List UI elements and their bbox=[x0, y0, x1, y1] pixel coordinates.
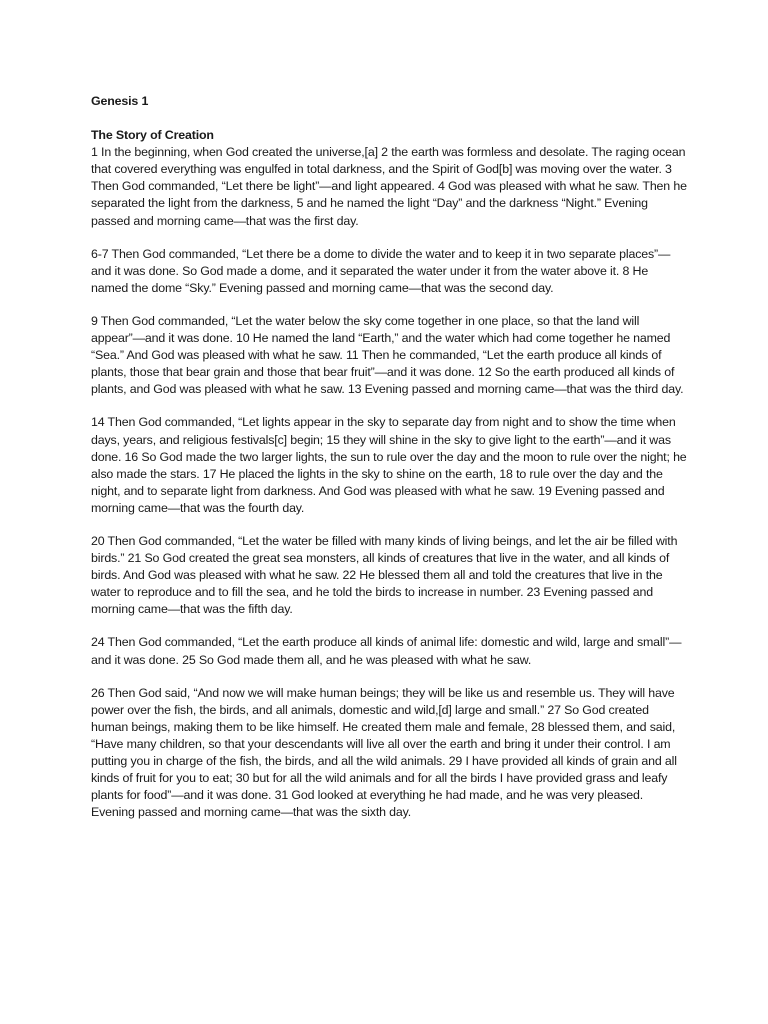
paragraph-day-2: 6-7 Then God commanded, “Let there be a dome to divide the water and to keep it in two separate places”—and it was done. So God made a dome, and it separated the water under it from the water above it. 8 He named the dome “Sky.” Evening passed and morning came—that was the second day. bbox=[91, 246, 671, 295]
paragraph-day-6-animals: 24 Then God commanded, “Let the earth produce all kinds of animal life: domestic and wild, large and small”—and it was done. 25 So God made them all, and he was pleased with what he saw. bbox=[91, 635, 682, 667]
paragraph-day-6-humans: 26 Then God said, “And now we will make human beings; they will be like us and resemble us. They will have power over the fish, the birds, and all animals, domestic and wild,[d] large and small.” 27 So God created human beings, making them to be like himself. He created them male and female, 28 blessed them, and said, “Have many children, so that your descendants will live all over the earth and bring it under their control. I am putting you in charge of the fish, the birds, and all the wild animals. 29 I have provided all kinds of grain and all kinds of fruit for you to eat; 30 but for all the wild animals and for all the birds I have provided grass and leafy plants for food”—and it was done. 31 God looked at everything he had made, and he was very pleased. Evening passed and morning came—that was the sixth day. bbox=[91, 685, 677, 820]
paragraph-day-5: 20 Then God commanded, “Let the water be filled with many kinds of living beings, and let the air be filled with birds.” 21 So God created the great sea monsters, all kinds of creatures that live in the water, and all kinds of birds. And God was pleased with what he saw. 22 He blessed them all and told the creatures that live in the water to reproduce and to fill the sea, and he told the birds to increase in number. 23 Evening passed and morning came—that was the fifth day. bbox=[91, 533, 678, 617]
paragraph-day-1: 1 In the beginning, when God created the universe,[a] 2 the earth was formless and desolate. The raging ocean that covered everything was engulfed in total darkness, and the Spirit of God[b] was moving over the water. 3 Then God commanded, “Let there be light”—and light appeared. 4 God was pleased with what he saw. Then he separated the light from the darkness, 5 and he named the light “Day” and the darkness “Night.” Evening passed and morning came—that was the first day. bbox=[91, 145, 687, 228]
paragraph-day-4: 14 Then God commanded, “Let lights appear in the sky to separate day from night and to show the time when days, years, and religious festivals[c] begin; 15 they will shine in the sky to give light to the earth”—and it was done. 16 So God made the two larger lights, the sun to rule over the day and the moon to rule over the night; he also made the stars. 17 He placed the lights in the sky to shine on the earth, 18 to rule over the day and the night, and to separate light from darkness. And God was pleased with what he saw. 19 Evening passed and morning came—that was the fourth day. bbox=[91, 415, 687, 515]
book-title: Genesis 1 bbox=[91, 94, 149, 108]
paragraph-day-3: 9 Then God commanded, “Let the water below the sky come together in one place, so that the land will appear”—and it was done. 10 He named the land “Earth,” and the water which had come together he named “Sea.” And God was pleased with what he saw. 11 Then he commanded, “Let the earth produce all kinds of plants, those that bear grain and those that bear fruit”—and it was done. 12 So the earth produced all kinds of plants, and God was pleased with what he saw. 13 Evening passed and morning came—that was the third day. bbox=[91, 313, 684, 397]
section-title: The Story of Creation bbox=[91, 128, 214, 143]
